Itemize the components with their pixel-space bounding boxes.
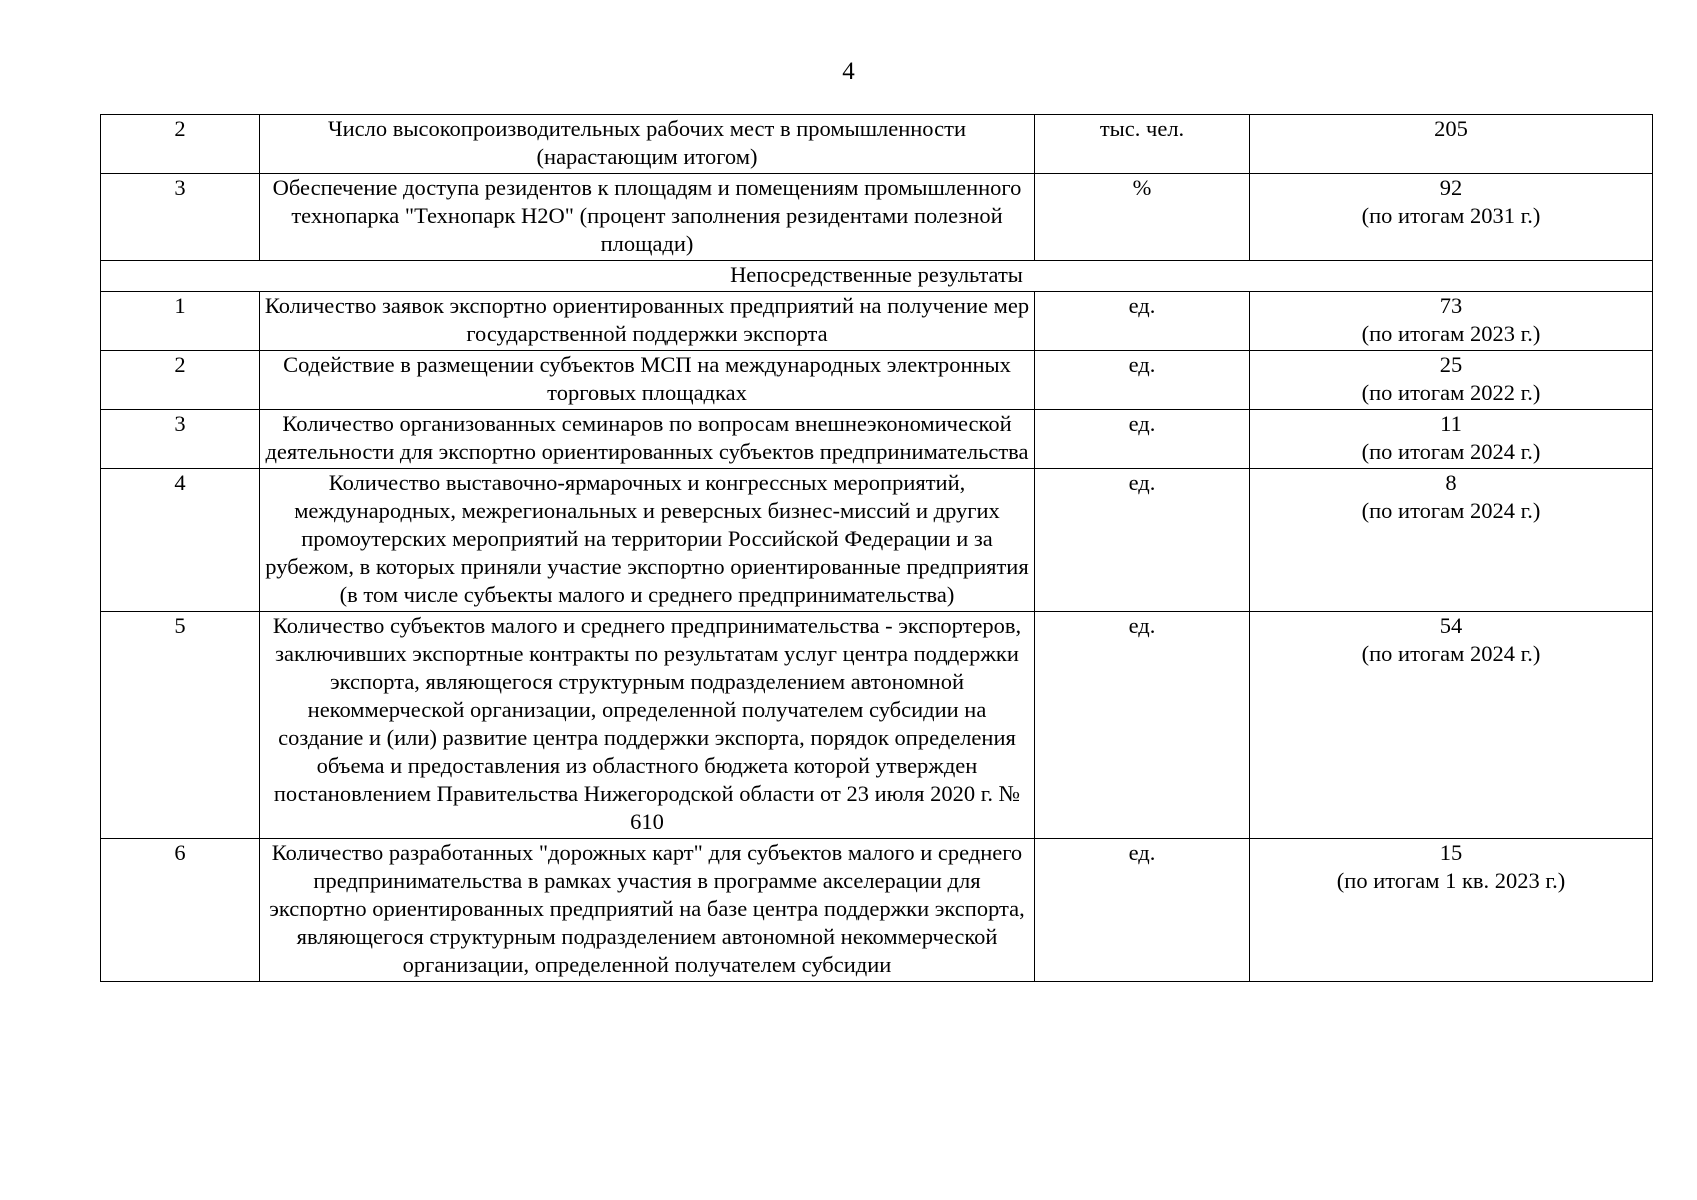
table-row <box>101 115 1653 174</box>
target-value: 15 <box>1439 840 1463 865</box>
table-row <box>101 174 1653 261</box>
row-number: 1 <box>101 292 260 351</box>
target-period: (по итогам 2024 г.) <box>1361 498 1541 523</box>
indicator-name: Количество организованных семинаров по вопросам внешнеэкономической деятельности для экспортно ориентированных субъектов предпринимательства <box>260 410 1035 469</box>
unit-cell: ед. <box>1035 410 1250 469</box>
target-period: (по итогам 2031 г.) <box>1361 203 1541 228</box>
table-row <box>101 410 1653 469</box>
unit-cell: ед. <box>1035 292 1250 351</box>
table-row <box>101 839 1653 982</box>
value-cell <box>1250 174 1653 261</box>
row-number: 6 <box>101 839 260 982</box>
indicator-name: Количество заявок экспортно ориентированных предприятий на получение мер государственной поддержки экспорта <box>260 292 1035 351</box>
indicator-name: Количество субъектов малого и среднего предпринимательства - экспортеров, заключивших экспортные контракты по результатам услуг центра поддержки экспорта, являющегося структурным подразделением автономной некоммерческой организации, определенной получателем субсидии на создание и (или) развитие центра поддержки экспорта, порядок определения объема и предоставления из областного бюджета которой утвержден постановлением Правительства Нижегородской области от 23 июля 2020 г. № 610 <box>260 612 1035 839</box>
table-row <box>101 612 1653 839</box>
target-value: 92 <box>1439 175 1463 200</box>
table-row <box>101 351 1653 410</box>
target-value: 11 <box>1440 411 1462 436</box>
unit-cell: ед. <box>1035 469 1250 612</box>
indicator-name: Содействие в размещении субъектов МСП на международных электронных торговых площадках <box>260 351 1035 410</box>
table-row <box>101 292 1653 351</box>
unit-cell: % <box>1035 174 1250 261</box>
target-period: (по итогам 2023 г.) <box>1361 321 1541 346</box>
value-cell <box>1250 469 1653 612</box>
unit-cell: ед. <box>1035 351 1250 410</box>
unit-cell: ед. <box>1035 839 1250 982</box>
row-number: 2 <box>101 351 260 410</box>
row-number: 3 <box>101 174 260 261</box>
target-period: (по итогам 2022 г.) <box>1361 380 1541 405</box>
value-cell <box>1250 410 1653 469</box>
value-cell <box>1250 292 1653 351</box>
table-row <box>101 469 1653 612</box>
row-number: 4 <box>101 469 260 612</box>
page-number: 4 <box>842 58 855 85</box>
indicators-table <box>100 114 1653 982</box>
value-cell <box>1250 115 1653 174</box>
value-cell <box>1250 351 1653 410</box>
value-cell <box>1250 839 1653 982</box>
target-value: 8 <box>1445 470 1457 495</box>
target-value: 205 <box>1434 116 1468 141</box>
indicator-name: Количество выставочно-ярмарочных и конгрессных мероприятий, международных, межрегиональных и реверсных бизнес-миссий и других промоутерских мероприятий на территории Российской Федерации и за рубежом, в которых приняли участие экспортно ориентированные предприятия (в том числе субъекты малого и среднего предпринимательства) <box>260 469 1035 612</box>
unit-cell: тыс. чел. <box>1035 115 1250 174</box>
row-number: 2 <box>101 115 260 174</box>
indicator-name: Количество разработанных "дорожных карт" для субъектов малого и среднего предпринимательства в рамках участия в программе акселерации для экспортно ориентированных предприятий на базе центра поддержки экспорта, являющегося структурным подразделением автономной некоммерческой организации, определенной получателем субсидии <box>260 839 1035 982</box>
target-period: (по итогам 2024 г.) <box>1361 641 1541 666</box>
section-row <box>101 261 1653 292</box>
row-number: 5 <box>101 612 260 839</box>
section-title: Непосредственные результаты <box>101 261 1653 292</box>
target-value: 73 <box>1439 293 1463 318</box>
target-value: 54 <box>1439 613 1463 638</box>
unit-cell: ед. <box>1035 612 1250 839</box>
target-value: 25 <box>1439 352 1463 377</box>
value-cell <box>1250 612 1653 839</box>
target-period: (по итогам 2024 г.) <box>1361 439 1541 464</box>
target-period: (по итогам 1 кв. 2023 г.) <box>1336 868 1566 893</box>
row-number: 3 <box>101 410 260 469</box>
indicator-name: Число высокопроизводительных рабочих мест в промышленности (нарастающим итогом) <box>260 115 1035 174</box>
indicator-name: Обеспечение доступа резидентов к площадям и помещениям промышленного технопарка "Технопарк H2O" (процент заполнения резидентами полезной площади) <box>260 174 1035 261</box>
